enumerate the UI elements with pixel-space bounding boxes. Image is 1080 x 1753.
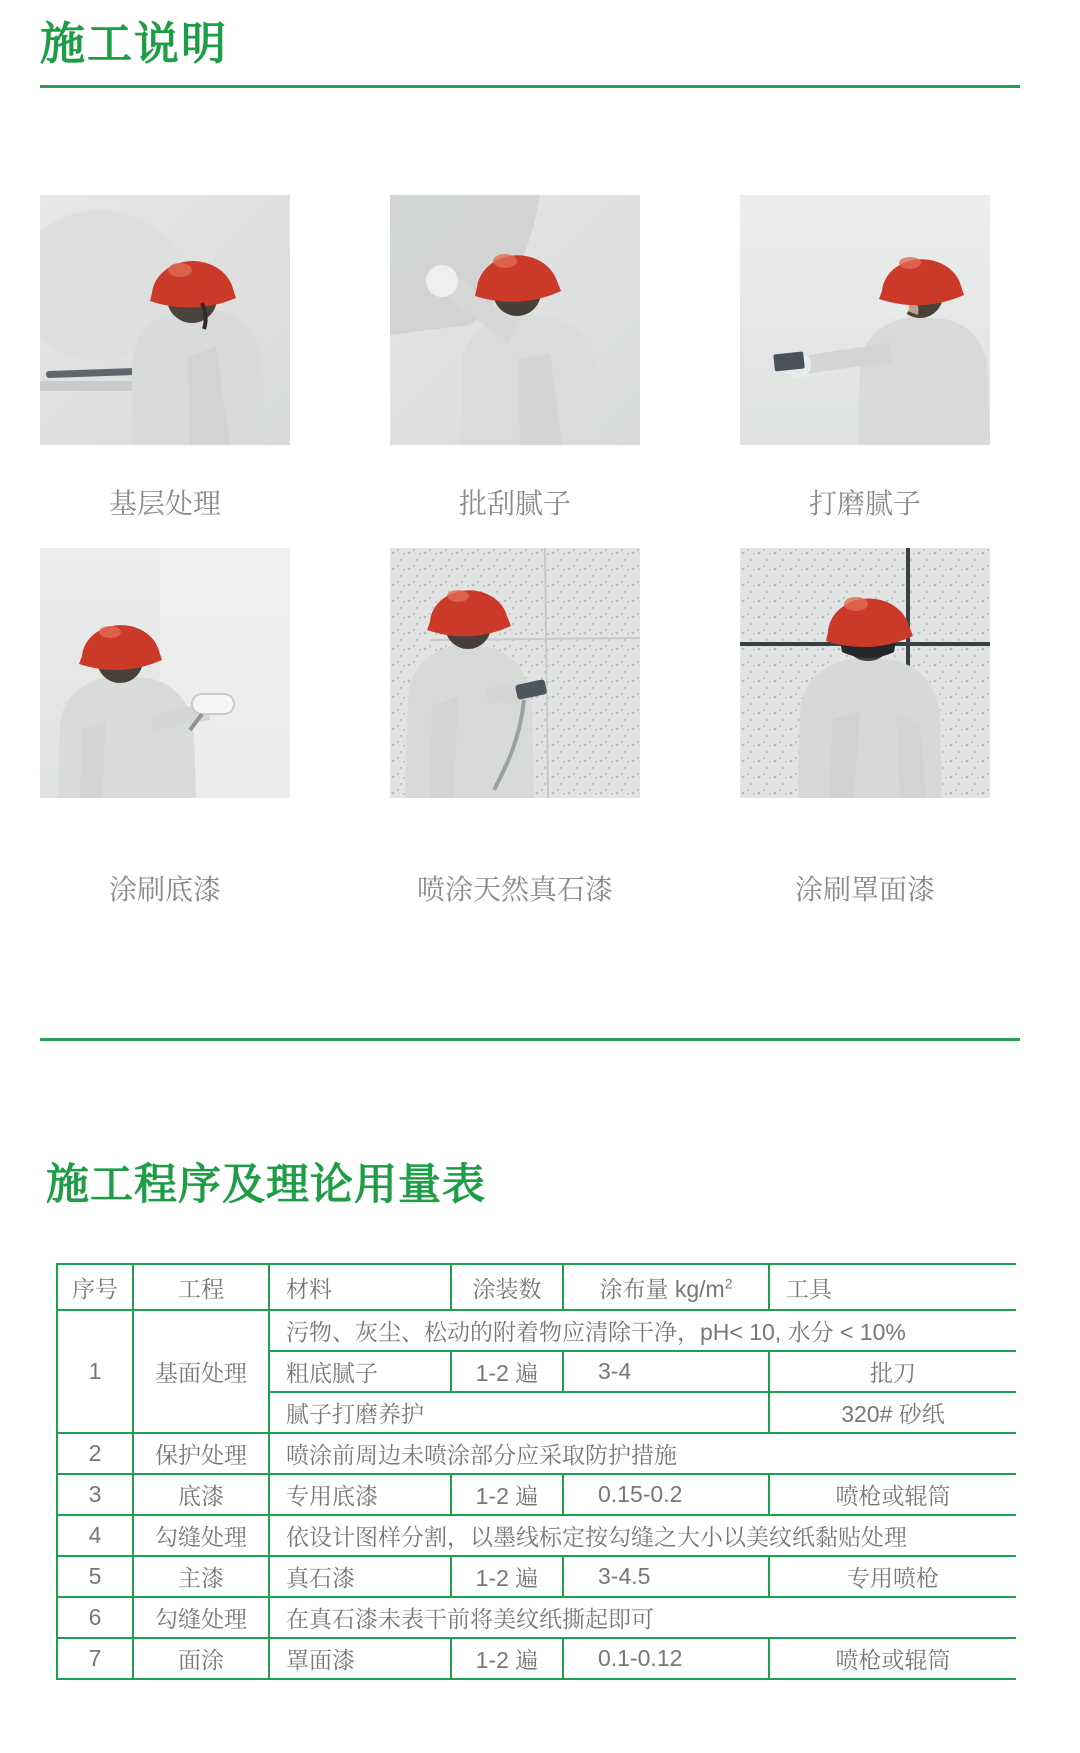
cell-note: 污物、灰尘、松动的附着物应清除干净，pH< 10, 水分 < 10% [269, 1310, 1016, 1351]
cell-note: 在真石漆未表干前将美纹纸撕起即可 [269, 1597, 1016, 1638]
page-title-construction-instructions: 施工说明 [40, 18, 229, 69]
col-header-no: 序号 [57, 1264, 133, 1310]
cell-material: 专用底漆 [269, 1474, 451, 1515]
cell-coverage: 0.15-0.2 [563, 1474, 769, 1515]
usage-table [56, 1263, 1016, 1680]
cell-no: 2 [57, 1433, 133, 1474]
cell-material: 粗底腻子 [269, 1351, 451, 1392]
cell-process: 主漆 [133, 1556, 269, 1597]
photo-base-surface-treatment [40, 195, 290, 521]
cell-no: 7 [57, 1638, 133, 1679]
table-row [57, 1310, 1016, 1351]
col-header-process: 工程 [133, 1264, 269, 1310]
table-row [57, 1515, 1016, 1556]
cell-material: 罩面漆 [269, 1638, 451, 1679]
photo-caption: 喷涂天然真石漆 [416, 874, 613, 905]
cell-no: 5 [57, 1556, 133, 1597]
coverage-superscript: 2 [724, 1274, 733, 1291]
photo-caption: 批刮腻子 [458, 488, 571, 519]
cell-no: 1 [57, 1310, 133, 1433]
cell-no: 3 [57, 1474, 133, 1515]
table-row [57, 1474, 1016, 1515]
photo-putty-application [390, 195, 640, 521]
cell-no: 6 [57, 1597, 133, 1638]
table-row [57, 1556, 1016, 1597]
cell-process: 面涂 [133, 1638, 269, 1679]
cell-coats: 1-2 遍 [451, 1474, 563, 1515]
title-underline [40, 85, 1020, 88]
cell-process: 保护处理 [133, 1433, 269, 1474]
photo-caption: 打磨腻子 [808, 488, 921, 519]
cell-process: 基面处理 [133, 1310, 269, 1433]
cell-no: 4 [57, 1515, 133, 1556]
worker-photo-image [390, 195, 640, 445]
table-row [57, 1597, 1016, 1638]
photo-caption: 涂刷罩面漆 [794, 874, 935, 905]
table-header-row [57, 1264, 1016, 1310]
cell-tool: 喷枪或辊筒 [769, 1638, 1016, 1679]
worker-photo-image [40, 548, 290, 798]
cell-coats: 1-2 遍 [451, 1638, 563, 1679]
col-header-coverage [563, 1264, 769, 1310]
cell-process: 勾缝处理 [133, 1515, 269, 1556]
photo-putty-sanding [740, 195, 990, 521]
col-header-material: 材料 [269, 1264, 451, 1310]
cell-note: 依设计图样分割，以墨线标定按勾缝之大小以美纹纸黏贴处理 [269, 1515, 1016, 1556]
page-title-usage-table: 施工程序及理论用量表 [46, 1161, 486, 1209]
worker-photo-image [740, 548, 990, 798]
photo-grid [40, 195, 990, 907]
cell-tool: 专用喷枪 [769, 1556, 1016, 1597]
worker-photo-image [390, 548, 640, 798]
table-row [57, 1433, 1016, 1474]
coverage-label: 涂布量 kg/m [599, 1275, 725, 1302]
cell-material: 真石漆 [269, 1556, 451, 1597]
worker-photo-image [40, 195, 290, 445]
cell-tool: 批刀 [769, 1351, 1016, 1392]
cell-note: 腻子打磨养护 [269, 1392, 769, 1433]
cell-note: 喷涂前周边未喷涂部分应采取防护措施 [269, 1433, 1016, 1474]
cell-coats: 1-2 遍 [451, 1556, 563, 1597]
photo-stone-paint-spraying [390, 548, 640, 907]
cell-process: 勾缝处理 [133, 1597, 269, 1638]
cell-coverage: 3-4 [563, 1351, 769, 1392]
cell-process: 底漆 [133, 1474, 269, 1515]
table-row [57, 1638, 1016, 1679]
photo-primer-coating [40, 548, 290, 907]
photo-caption: 涂刷底漆 [108, 874, 221, 905]
worker-photo-image [740, 195, 990, 445]
col-header-tool: 工具 [769, 1264, 1016, 1310]
col-header-coats: 涂装数 [451, 1264, 563, 1310]
photo-caption: 基层处理 [108, 488, 221, 519]
photo-topcoat-coating [740, 548, 990, 907]
cell-tool: 320# 砂纸 [769, 1392, 1016, 1433]
cell-tool: 喷枪或辊筒 [769, 1474, 1016, 1515]
section-divider [40, 1038, 1020, 1041]
cell-coats: 1-2 遍 [451, 1351, 563, 1392]
cell-coverage: 0.1-0.12 [563, 1638, 769, 1679]
cell-coverage: 3-4.5 [563, 1556, 769, 1597]
